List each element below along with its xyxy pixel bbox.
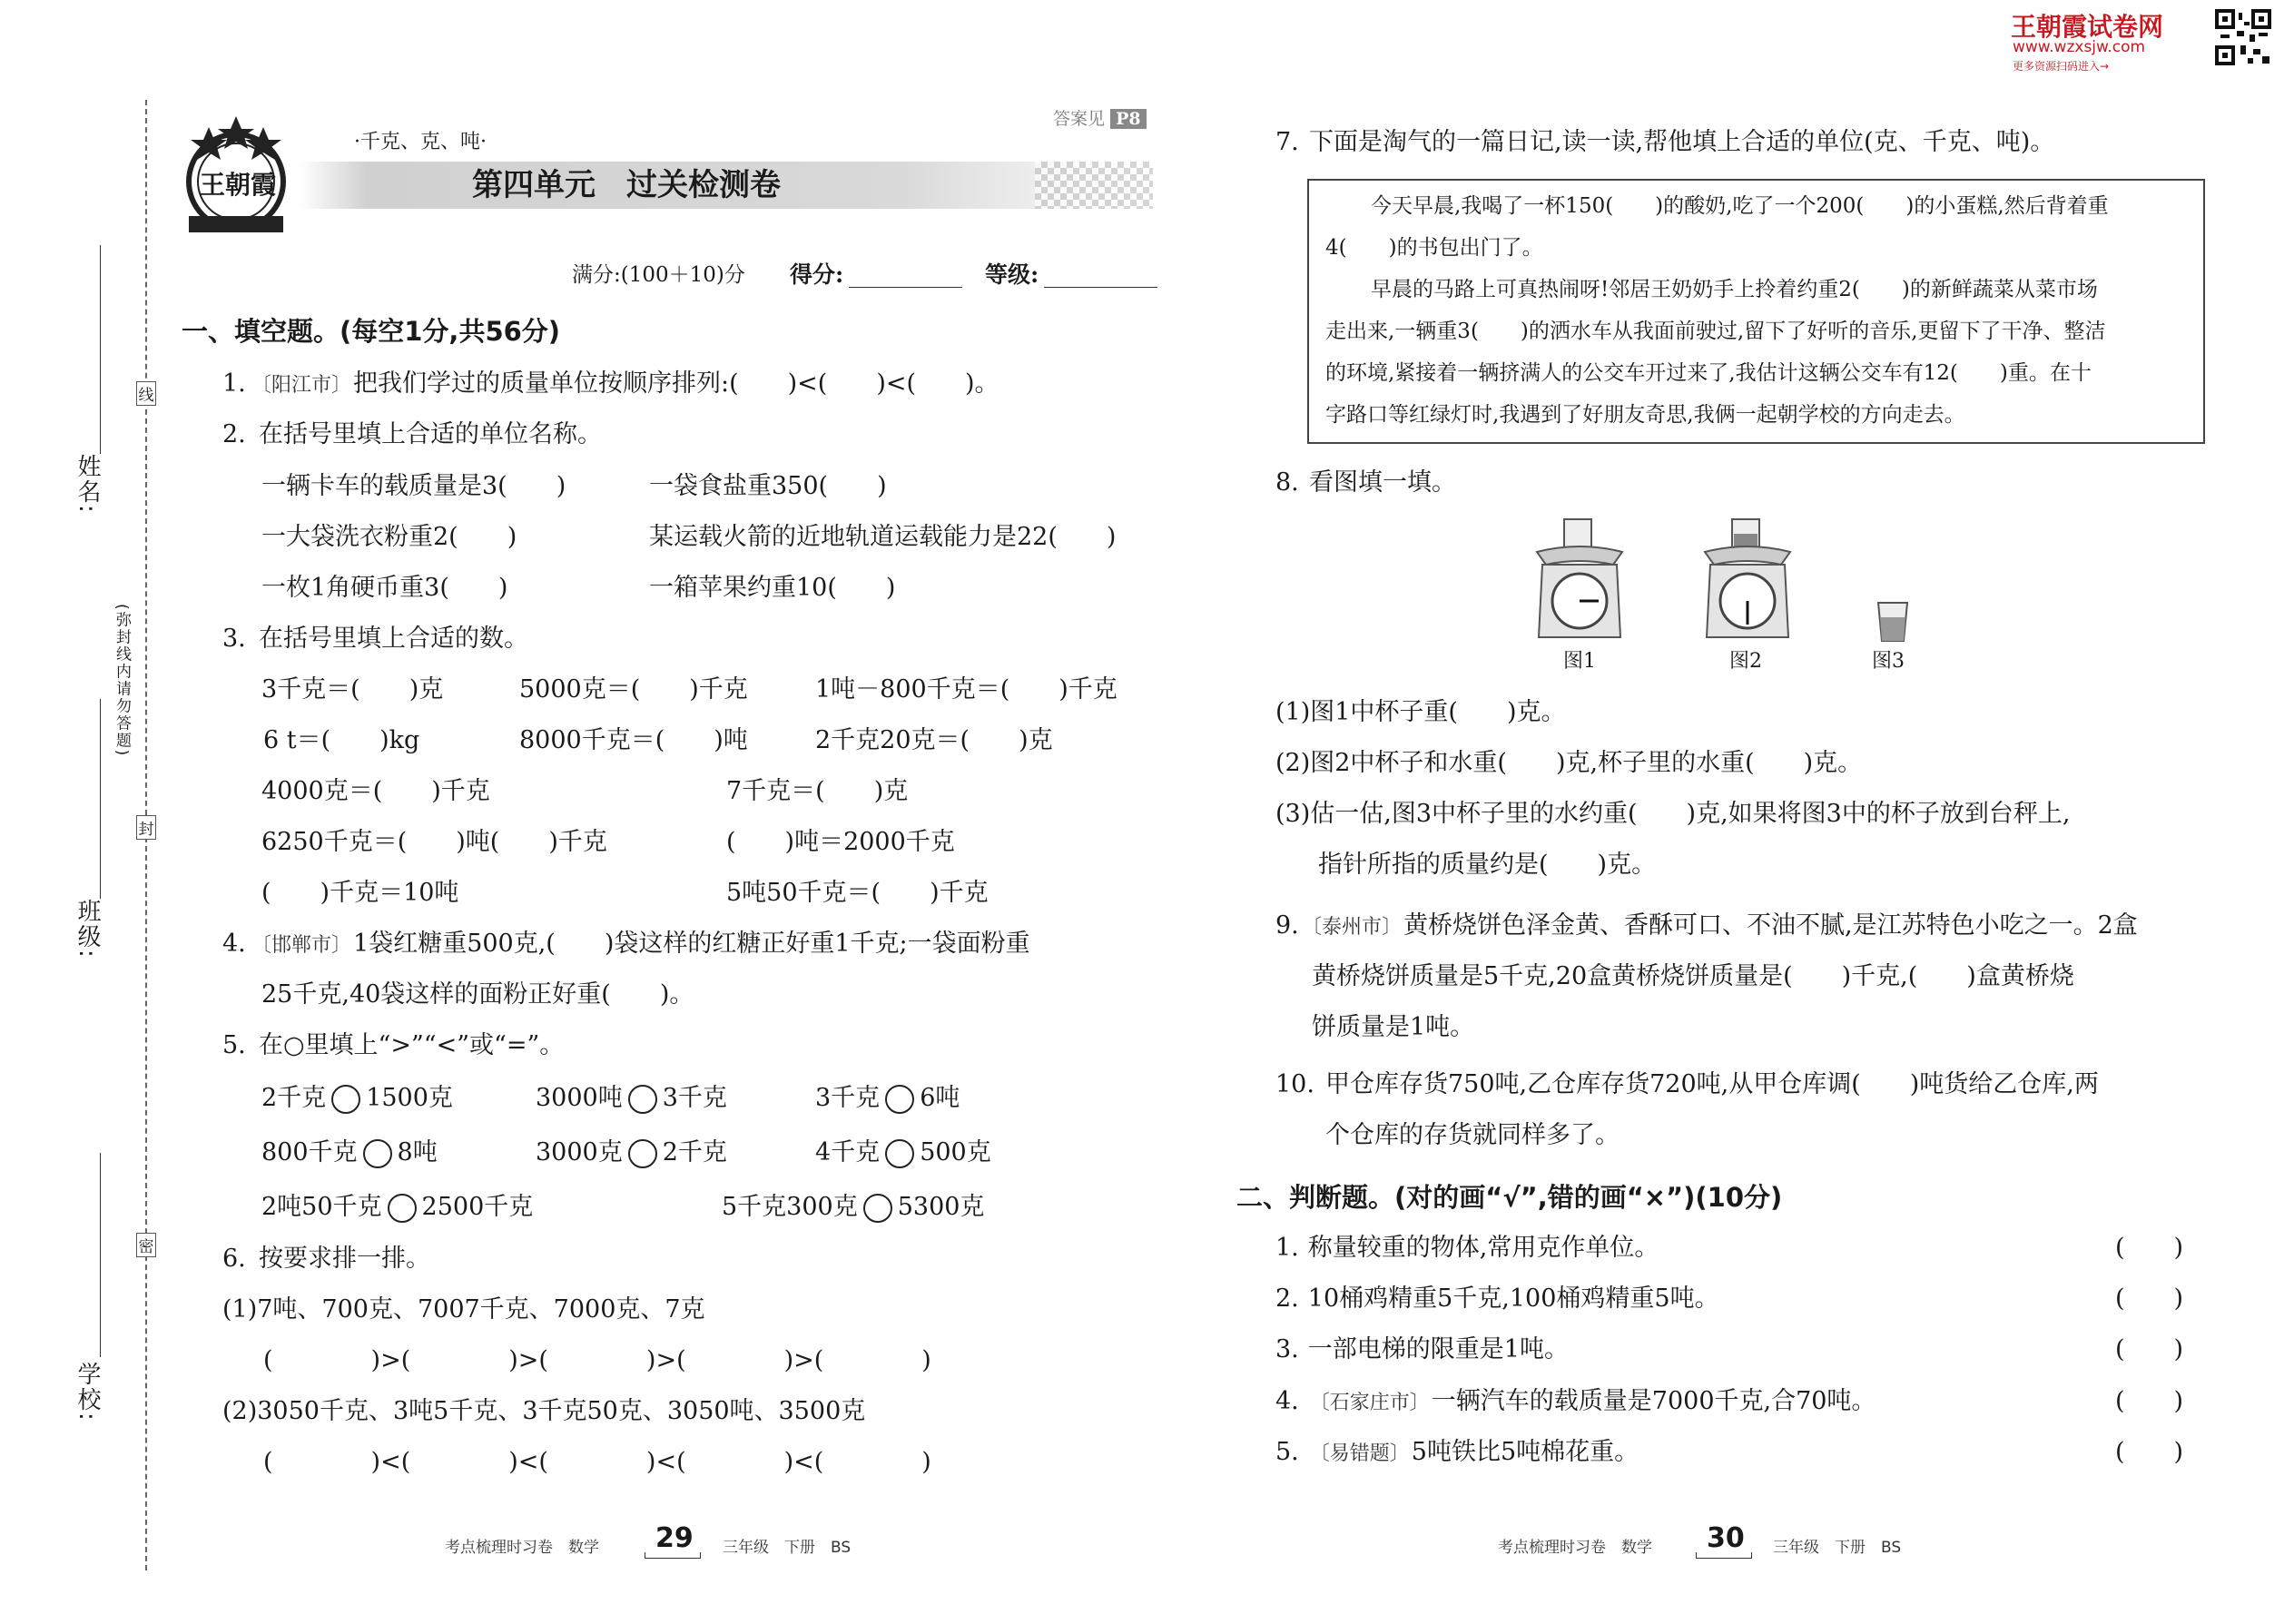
q8-line: 指针所指的质量约是( )克。	[1318, 851, 1657, 879]
seal-note: (弥封线内请勿答题)	[113, 604, 131, 758]
figure3-label: 图3	[1872, 650, 1905, 673]
figure1-label: 图1	[1563, 650, 1596, 673]
footer-right-grade: 三年级 下册 BS	[1773, 1539, 1902, 1557]
q4-line2: 25千克,40袋这样的面粉正好重( )。	[261, 980, 694, 1009]
class-line	[100, 699, 101, 899]
judge-item	[1275, 1437, 1639, 1470]
q8-line: (2)图2中杯子和水重( )克,杯子里的水重( )克。	[1275, 749, 1863, 777]
footer-left-bracket	[645, 1552, 701, 1559]
q5-right: 6吨	[920, 1084, 960, 1112]
name-line	[100, 245, 101, 454]
q9-text1: 黄桥烧饼色泽金黄、香酥可口、不油不腻,是江苏特色小吃之一。2盒	[1403, 911, 2138, 940]
q3-item: 5吨50千克＝( )千克	[726, 879, 989, 907]
q5-right: 8吨	[397, 1138, 438, 1166]
q6-num: 6.	[222, 1245, 246, 1273]
q3-item: 5000克＝( )千克	[519, 675, 748, 704]
judge-text: 10桶鸡精重5千克,100桶鸡精重5吨。	[1307, 1284, 1719, 1313]
judge-tag: 〔石家庄市〕	[1309, 1392, 1430, 1414]
q2-item: 一大袋洗衣粉重2( )	[261, 523, 517, 551]
q5-left: 4千克	[815, 1138, 881, 1166]
diary-line: 的环境,紧接着一辆挤满人的公交车开过来了,我估计这辆公交车有12( )重。在十	[1325, 361, 2092, 385]
judge-item	[1275, 1334, 1569, 1365]
judge-num: 1.	[1275, 1234, 1299, 1262]
q5-text: 在○里填上“>”“<”或“=”。	[259, 1031, 565, 1059]
footer-right-bracket	[1696, 1552, 1752, 1559]
score-label: 得分:	[790, 261, 844, 288]
q4-text1: 1袋红糖重500克,( )袋这样的红糖正好重1千克;一袋面粉重	[353, 930, 1030, 958]
header-checker	[1035, 162, 1153, 209]
compare-circle-field[interactable]	[863, 1194, 892, 1223]
q3-item: 3千克＝( )克	[261, 675, 444, 704]
qr-code-icon[interactable]	[2215, 9, 2271, 65]
q4-num: 4.	[222, 930, 246, 958]
topic-label: ·千克、克、吨·	[354, 131, 487, 153]
judge-text: 5吨铁比5吨棉花重。	[1411, 1438, 1639, 1466]
judge-answer-field[interactable]: ( )	[2115, 1335, 2184, 1363]
judge-answer-field[interactable]: ( )	[2115, 1387, 2184, 1415]
q1-tag: 〔阳江市〕	[251, 374, 352, 397]
q5-right: 2千克	[662, 1138, 727, 1166]
q5-item	[815, 1083, 960, 1114]
class-label: 班级:	[74, 899, 101, 960]
q3-item: 6 t＝( )kg	[263, 726, 420, 754]
seal-mark-secret: 密	[136, 1233, 156, 1257]
q5-left: 5千克300克	[722, 1193, 858, 1221]
judge-answer-field[interactable]: ( )	[2115, 1438, 2184, 1466]
q3-item: 6250千克＝( )吨( )千克	[261, 828, 607, 856]
footer-left-grade: 三年级 下册 BS	[723, 1539, 852, 1557]
q10-num: 10.	[1275, 1070, 1314, 1098]
diary-line: 今天早晨,我喝了一杯150( )的酸奶,吃了一个200( )的小蛋糕,然后背着重	[1371, 194, 2109, 218]
diary-line: 早晨的马路上可真热闹呀!邻居王奶奶手上拎着约重2( )的新鲜蔬菜从菜市场	[1371, 278, 2098, 301]
diary-line: 4( )的书包出门了。	[1325, 236, 1543, 260]
q3-item: 7千克＝( )克	[726, 777, 909, 805]
q3-item: 1吨－800千克＝( )千克	[815, 675, 1117, 704]
q3-text: 在括号里填上合适的数。	[259, 625, 528, 653]
school-line	[100, 1153, 101, 1357]
q5-item	[722, 1192, 984, 1223]
judge-answer-field[interactable]: ( )	[2115, 1284, 2184, 1313]
q9-num: 9.	[1275, 911, 1299, 940]
q5-item	[815, 1137, 991, 1168]
q10-line1: 甲仓库存货750吨,乙仓库存货720吨,从甲仓库调( )吨货给乙仓库,两	[1325, 1070, 2099, 1098]
name-label: 姓名:	[74, 454, 101, 515]
school-label: 学校:	[74, 1362, 101, 1422]
page-title: 第四单元 过关检测卷	[472, 167, 781, 203]
footer-left-series: 考点梳理时习卷 数学	[445, 1539, 599, 1557]
q5-right: 5300克	[897, 1193, 985, 1221]
q5-right: 2500千克	[421, 1193, 534, 1221]
site-url[interactable]: www.wzxsjw.com	[2013, 38, 2146, 56]
q1-line	[250, 369, 999, 401]
q6-part1-blanks: ( )>( )>( )>( )>( )	[263, 1346, 931, 1374]
q5-right: 500克	[920, 1138, 991, 1166]
q2-text: 在括号里填上合适的单位名称。	[259, 420, 602, 448]
q8-num: 8.	[1275, 468, 1299, 497]
footer-left-page: 29	[655, 1522, 694, 1554]
q2-item: 一辆卡车的载质量是3( )	[261, 472, 566, 500]
site-tip: 更多资源扫码进入→	[2013, 60, 2110, 73]
compare-circle-field[interactable]	[628, 1085, 657, 1114]
judge-item	[1275, 1233, 1659, 1264]
q5-left: 2千克	[261, 1084, 327, 1112]
diary-line: 字路口等红绿灯时,我遇到了好朋友奇思,我俩一起朝学校的方向走去。	[1325, 403, 1965, 427]
judge-item	[1275, 1284, 1719, 1314]
q5-item	[536, 1083, 727, 1114]
q2-item: 一枚1角硬币重3( )	[261, 574, 508, 602]
section2-title: 二、判断题。(对的画“√”,错的画“×”)(10分)	[1236, 1182, 1783, 1213]
score-field[interactable]	[849, 287, 962, 288]
q3-item: 4000克＝( )千克	[261, 777, 490, 805]
q3-item: 2千克20克＝( )克	[815, 726, 1053, 754]
grade-field[interactable]	[1044, 287, 1157, 288]
q5-item	[261, 1083, 453, 1114]
q2-item: 一箱苹果约重10( )	[649, 574, 896, 602]
q5-right: 1500克	[366, 1084, 453, 1112]
q5-item	[261, 1137, 438, 1168]
site-name: 王朝霞试卷网	[2011, 12, 2164, 42]
answer-ref-text: 答案见	[1053, 109, 1106, 129]
q3-item: ( )千克＝10吨	[261, 879, 459, 907]
q9-line1	[1300, 910, 2138, 943]
judge-text: 一辆汽车的载质量是7000千克,合70吨。	[1431, 1387, 1876, 1415]
judge-item	[1275, 1386, 1876, 1419]
compare-circle-field[interactable]	[885, 1139, 914, 1168]
section1-title: 一、填空题。(每空1分,共56分)	[182, 316, 561, 347]
q6-part2-blanks: ( )<( )<( )<( )<( )	[263, 1448, 931, 1476]
q9-line2: 黄桥烧饼质量是5千克,20盒黄桥烧饼质量是( )千克,( )盒黄桥烧	[1312, 962, 2074, 990]
q5-left: 3000吨	[536, 1084, 623, 1112]
compare-circle-field[interactable]	[388, 1194, 417, 1223]
footer-right-page: 30	[1707, 1522, 1745, 1554]
q3-item: ( )吨＝2000千克	[726, 828, 955, 856]
diary-line: 走出来,一辆重3( )的洒水车从我面前驶过,留下了好听的音乐,更留下了干净、整洁	[1325, 320, 2106, 343]
compare-circle-field[interactable]	[363, 1139, 392, 1168]
figure2-label: 图2	[1729, 650, 1762, 673]
q10-line2: 个仓库的存货就同样多了。	[1325, 1121, 1620, 1149]
compare-circle-field[interactable]	[331, 1085, 360, 1114]
q9-line3: 饼质量是1吨。	[1312, 1013, 1475, 1041]
q4-tag: 〔邯郸市〕	[251, 934, 352, 957]
seal-mark-line: 线	[136, 381, 156, 406]
q5-item	[261, 1192, 533, 1223]
q2-item: 一袋食盐重350( )	[649, 472, 887, 500]
q3-item: 8000千克＝( )吨	[519, 726, 748, 754]
q5-num: 5.	[222, 1031, 246, 1059]
brand-block	[2011, 7, 2283, 73]
q8-text: 看图填一填。	[1309, 468, 1456, 497]
judge-tag: 〔易错题〕	[1309, 1442, 1410, 1465]
compare-circle-field[interactable]	[628, 1139, 657, 1168]
judge-text: 称量较重的物体,常用克作单位。	[1307, 1234, 1659, 1262]
q8-line: (1)图1中杯子重( )克。	[1275, 698, 1566, 726]
q5-left: 2吨50千克	[261, 1193, 382, 1221]
answer-page-badge: P8	[1110, 109, 1147, 129]
judge-num: 2.	[1275, 1284, 1299, 1313]
logo-text: 王朝霞	[200, 170, 277, 200]
answer-ref	[1053, 103, 1147, 134]
footer-right-series: 考点梳理时习卷 数学	[1498, 1539, 1652, 1557]
q5-right: 3千克	[662, 1084, 727, 1112]
q1-text: 把我们学过的质量单位按顺序排列:( )<( )<( )。	[353, 369, 999, 398]
q3-num: 3.	[222, 625, 246, 653]
q7-num: 7.	[1275, 128, 1299, 156]
q5-left: 800千克	[261, 1138, 358, 1166]
score-full: 满分:(100＋10)分	[572, 263, 745, 287]
compare-circle-field[interactable]	[885, 1085, 914, 1114]
figure2-scale	[1698, 517, 1797, 645]
q2-num: 2.	[222, 420, 246, 448]
q4-line1	[250, 929, 1030, 961]
q1-num: 1.	[222, 369, 246, 398]
q5-left: 3千克	[815, 1084, 881, 1112]
judge-num: 5.	[1275, 1438, 1299, 1466]
q5-item	[536, 1137, 727, 1168]
seal-mark-seal: 封	[136, 815, 156, 840]
logo-badge	[172, 109, 300, 236]
q6-part2: (2)3050千克、3吨5千克、3千克50克、3050吨、3500克	[222, 1397, 866, 1425]
q6-part1: (1)7吨、700克、7007千克、7000克、7克	[222, 1295, 705, 1324]
q5-left: 3000克	[536, 1138, 623, 1166]
q2-item: 某运载火箭的近地轨道运载能力是22( )	[649, 523, 1117, 551]
q6-text: 按要求排一排。	[259, 1245, 430, 1273]
q8-line: (3)估一估,图3中杯子里的水约重( )克,如果将图3中的杯子放到台秤上,	[1275, 800, 2071, 828]
figure1-scale	[1530, 517, 1629, 645]
q7-text: 下面是淘气的一篇日记,读一读,帮他填上合适的单位(克、千克、吨)。	[1309, 128, 2055, 156]
q9-tag: 〔泰州市〕	[1302, 916, 1403, 939]
judge-answer-field[interactable]: ( )	[2115, 1234, 2184, 1262]
judge-num: 4.	[1275, 1387, 1299, 1415]
judge-num: 3.	[1275, 1335, 1299, 1363]
grade-label: 等级:	[985, 261, 1039, 288]
figure3-cup	[1875, 599, 1911, 645]
judge-text: 一部电梯的限重是1吨。	[1307, 1335, 1569, 1363]
